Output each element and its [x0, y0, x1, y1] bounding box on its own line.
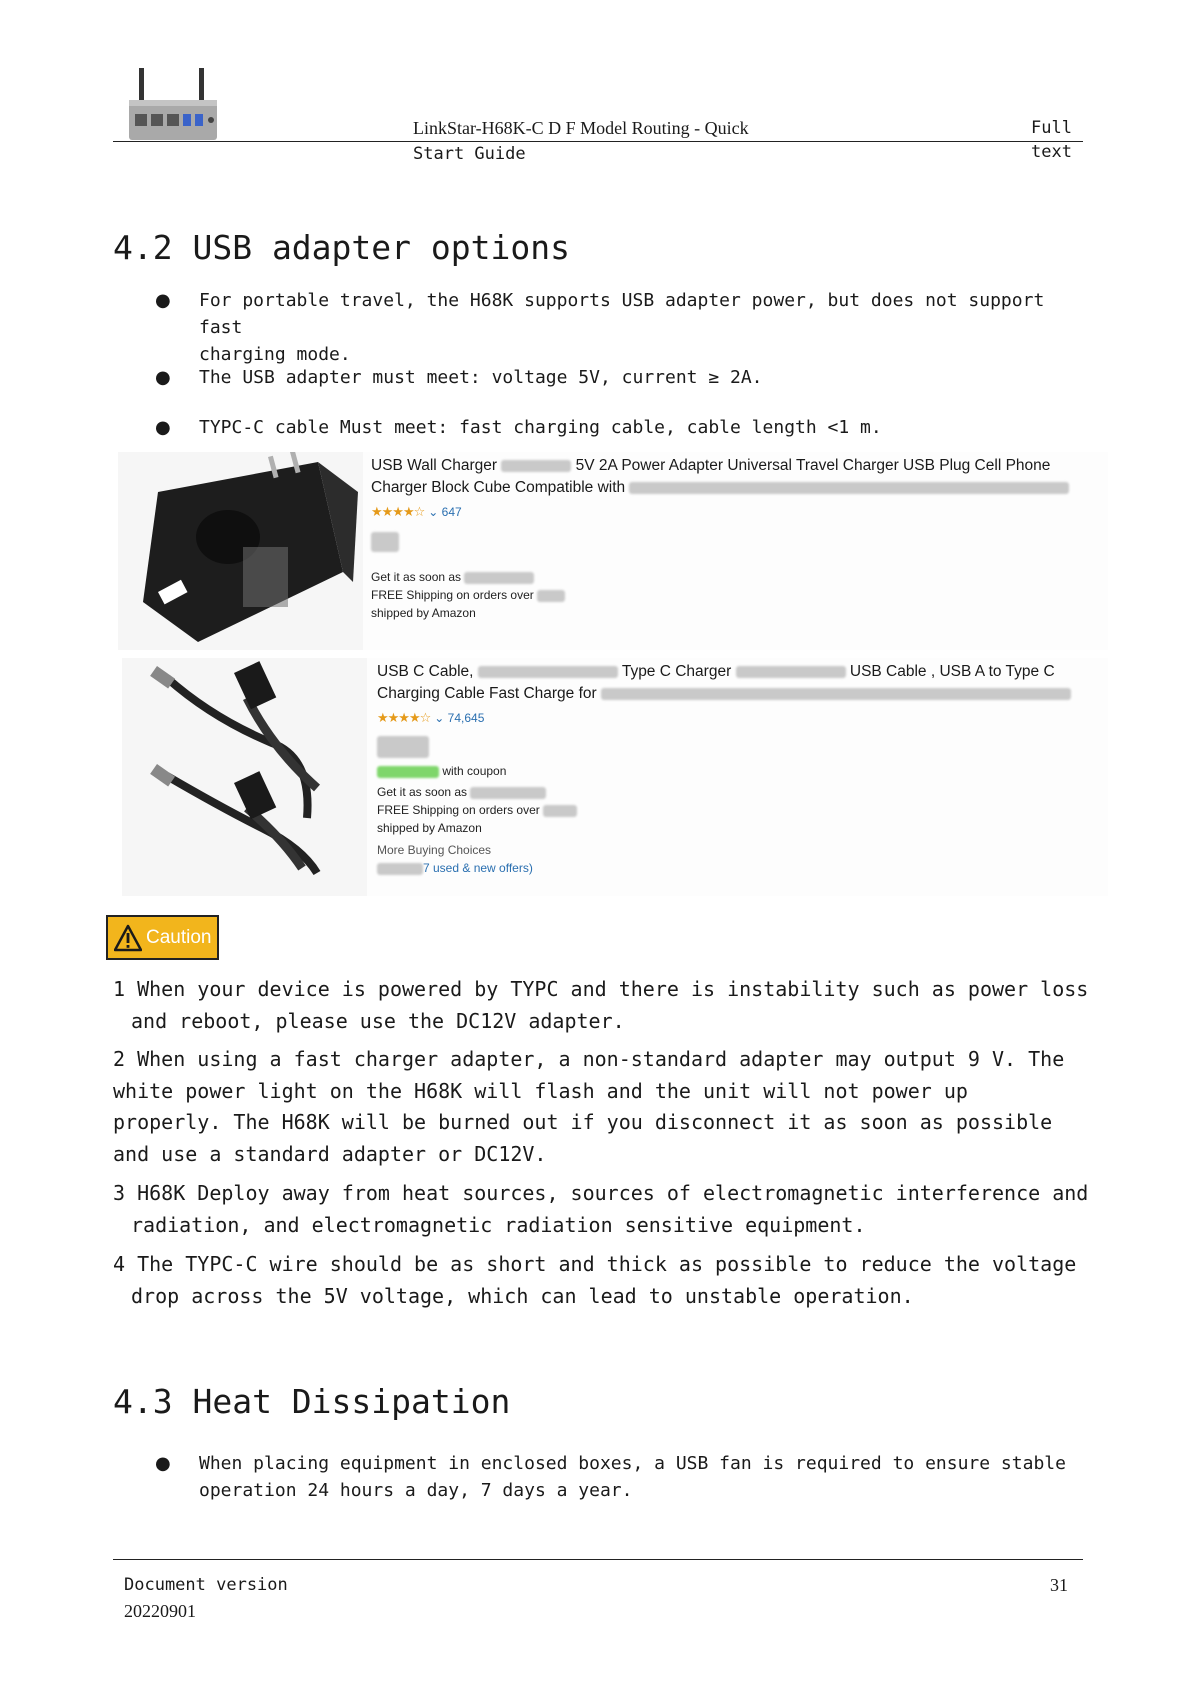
product-listing-usb-c-cable — [122, 658, 1108, 896]
bullet-text-continued: operation 24 hours a day, 7 days a year. — [199, 1480, 633, 1501]
note-text: 4 The TYPC-C wire should be as short and thick as possible to reduce the voltage — [113, 1252, 1077, 1276]
caution-note — [113, 1044, 1098, 1170]
bullet-text: For portable travel, the H68K supports USB adapter power, but does not support fast — [199, 290, 1045, 338]
bullet-text-continued: charging mode. — [199, 344, 351, 365]
coupon-text[interactable]: with coupon — [377, 764, 506, 778]
usb-charger-image — [118, 452, 363, 650]
bullet-dot-icon: ● — [155, 290, 171, 311]
caution-note — [113, 974, 1098, 1037]
coupon-badge[interactable] — [377, 766, 439, 778]
bullet-dot-icon: ● — [155, 1453, 171, 1474]
router-logo — [125, 64, 221, 144]
product-title-continued[interactable]: Charging Cable Fast Charge for — [377, 683, 1071, 705]
header-right-label: Full — [1031, 118, 1072, 138]
note-text: 2 When using a fast charger adapter, a non-standard adapter may output 9 V. The — [113, 1047, 1065, 1071]
note-text-continued: radiation, and electromagnetic radiation sensitive equipment. — [131, 1212, 866, 1237]
header-divider — [113, 141, 1083, 142]
more-buying-choices: More Buying Choices — [377, 843, 492, 857]
rating-stars[interactable] — [377, 711, 484, 726]
document-version-value: 20220901 — [124, 1601, 196, 1621]
caution-label: Caution — [146, 927, 212, 948]
delivery-text: Get it as soon as — [371, 570, 534, 584]
warning-triangle-icon — [114, 924, 142, 952]
star-rating-icon: ★★★★☆ — [371, 505, 425, 520]
star-rating-icon: ★★★★☆ — [377, 711, 431, 726]
page-number: 31 — [1050, 1575, 1068, 1595]
offers-link[interactable]: 7 used & new offers) — [377, 861, 533, 875]
product-title-continued[interactable]: Charger Block Cube Compatible with — [371, 477, 1069, 499]
note-text-continued: and reboot, please use the DC12V adapter. — [131, 1008, 625, 1033]
shipping-text: FREE Shipping on orders over — [371, 588, 565, 602]
rating-count: ⌄ 74,645 — [434, 711, 485, 725]
caution-note — [113, 1249, 1098, 1312]
caution-note — [113, 1178, 1098, 1241]
price-redacted — [371, 532, 399, 552]
section-heading-usb-adapter: 4.2 USB adapter options — [113, 228, 570, 267]
bullet-text: When placing equipment in enclosed boxes, a USB fan is required to ensure stable — [199, 1453, 1066, 1474]
shipped-by-text: shipped by Amazon — [371, 606, 476, 620]
product-title[interactable]: USB Wall Charger 5V 2A Power Adapter Universal Travel Charger USB Plug Cell Phone — [371, 457, 1051, 474]
price-redacted — [377, 736, 429, 758]
product-title[interactable]: USB C Cable, Type C Charger USB Cable , USB A to Type C — [377, 663, 1055, 680]
caution-badge — [106, 915, 219, 960]
usb-c-cable-image — [122, 658, 367, 896]
note-text: 3 H68K Deploy away from heat sources, sources of electromagnetic interference and — [113, 1181, 1089, 1205]
note-text-continued: and use a standard adapter or DC12V. — [113, 1141, 547, 1166]
footer-divider — [113, 1559, 1083, 1560]
product-listing-usb-charger — [118, 452, 1108, 650]
note-text: 1 When your device is powered by TYPC and there is instability such as power loss — [113, 977, 1089, 1001]
note-text-continued: properly. The H68K will be burned out if you disconnect it as soon as possible — [113, 1110, 1053, 1134]
bullet-dot-icon: ● — [155, 417, 171, 438]
document-version-label: Document version — [124, 1575, 288, 1595]
bullet-dot-icon: ● — [155, 367, 171, 388]
page-header — [113, 60, 1083, 170]
rating-stars[interactable] — [371, 505, 462, 520]
bullet-text: The USB adapter must meet: voltage 5V, current ≥ 2A. — [199, 367, 763, 388]
header-title-continued: Start Guide — [413, 144, 526, 164]
header-title: LinkStar-H68K-C D F Model Routing - Quick — [413, 118, 749, 138]
shipped-by-text: shipped by Amazon — [377, 821, 482, 835]
bullet-text: TYPC-C cable Must meet: fast charging cable, cable length <1 m. — [199, 417, 882, 438]
header-right-label-continued: text — [1031, 142, 1072, 162]
note-text-continued: drop across the 5V voltage, which can lead to unstable operation. — [131, 1283, 914, 1308]
shipping-text: FREE Shipping on orders over — [377, 803, 577, 817]
section-heading-heat-dissipation: 4.3 Heat Dissipation — [113, 1382, 511, 1421]
delivery-text: Get it as soon as — [377, 785, 546, 799]
note-text-continued: white power light on the H68K will flash and the unit will not power up — [113, 1078, 968, 1103]
rating-count: ⌄ 647 — [428, 505, 462, 519]
